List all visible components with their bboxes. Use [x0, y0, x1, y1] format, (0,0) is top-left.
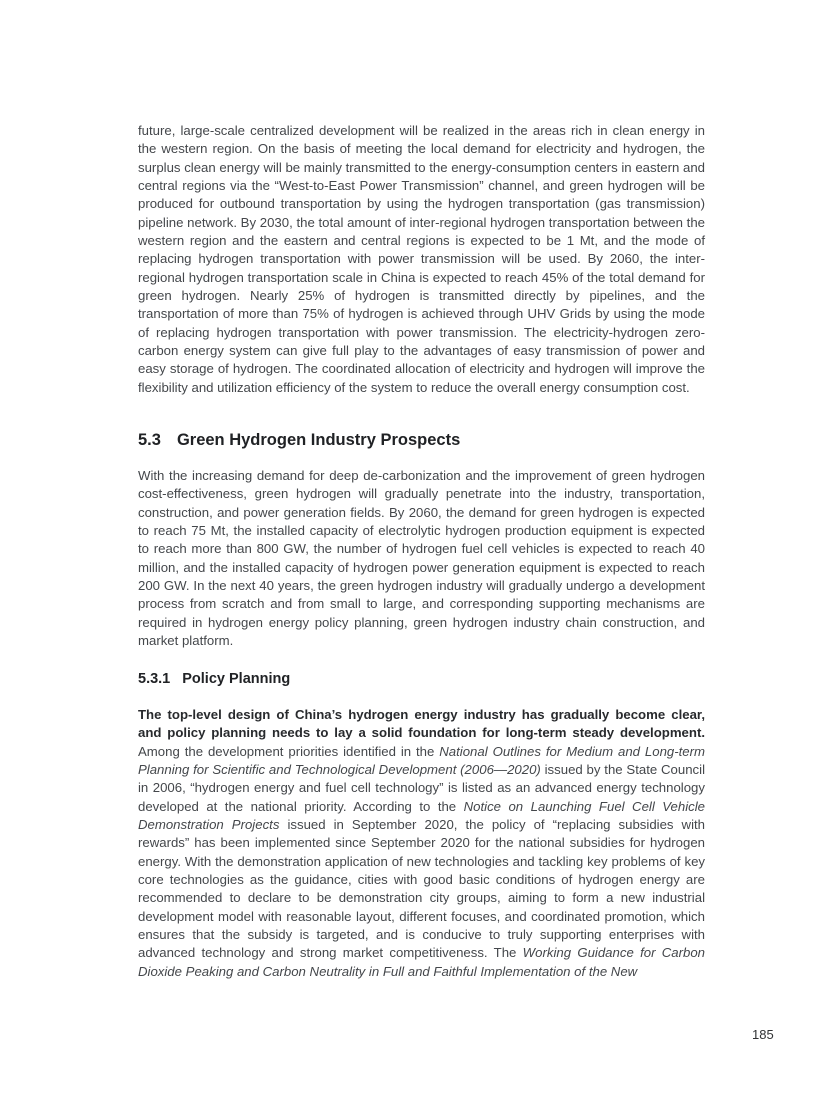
policy-planning-text-3: issued in September 2020, the policy of “replacing subsidies with rewards” has been implemented since September 2020 for the national subsidies for hydrogen energy. With the demonstration application of new technologies and tackling key problems of key core technologies as the guidance, cities with good basic conditions of hydrogen energy are recommended to declare to be demonstration city groups, aiming to form a new industrial development model with reasonable layout, different focuses, and coordinated promotion, which ensures that the subsidy is targeted, and is conducive to truly supporting enterprises with advanced technology and strong market competitiveness. The — [138, 817, 706, 961]
paragraph-green-hydrogen-outlook: With the increasing demand for deep de-carbonization and the improvement of green hydrogen cost-effectiveness, green hydrogen will gradually penetrate into the industry, transportation, construction, and power generation fields. By 2060, the demand for green hydrogen is expected to reach 75 Mt, the installed capacity of electrolytic hydrogen production equipment is expected to reach more than 800 GW, the number of hydrogen fuel cell vehicles is expected to reach 40 million, and the installed capacity of hydrogen power generation equipment is expected to reach 200 GW. In the next 40 years, the green hydrogen industry will gradually undergo a development process from scratch and from small to large, and corresponding supporting mechanisms are required in hydrogen energy policy planning, green hydrogen industry chain construction, and market platform. — [138, 468, 705, 649]
paragraph-inter-regional-transmission: future, large-scale centralized development will be realized in the areas rich in clean energy in the western region. On the basis of meeting the local demand for electricity and hydrogen, the surplus clean energy will be mainly transmitted to the energy-consumption centers in eastern and central regions via the “West-to-East Power Transmission” channel, and green hydrogen will be produced for outbound transportation by using the hydrogen transportation (gas transmission) pipeline network. By 2030, the total amount of inter-regional hydrogen transportation between the western region and the eastern and central regions is expected to be 1 Mt, and the mode of replacing hydrogen transportation with power transmission will be used. By 2060, the inter-regional hydrogen transportation scale in China is expected to reach 45% of the total demand for green hydrogen. Nearly 25% of hydrogen is transmitted directly by pipelines, and the transportation of more than 75% of hydrogen is achieved through UHV Grids by using the mode of replacing hydrogen transportation with power transmission. The electricity-hydrogen zero-carbon energy system can give full play to the advantages of easy transmission of power and easy storage of hydrogen. The coordinated allocation of electricity and hydrogen will improve the flexibility and utilization efficiency of the system to reduce the overall energy consumption cost. — [138, 123, 705, 395]
section-title: Green Hydrogen Industry Prospects — [176, 431, 461, 449]
paragraph-policy-planning — [138, 706, 705, 981]
policy-planning-bold-lead: The top-level design of China’s hydrogen energy industry has gradually become clear, and policy planning needs to lay a solid foundation for long-term steady development. — [138, 707, 705, 741]
subsection-title: Policy Planning — [182, 671, 291, 687]
subsection-heading-5-3-1 — [138, 670, 290, 688]
subsection-number: 5.3.1 — [138, 671, 171, 687]
document-title-fuel-cell-notice: Notice on Launching Fuel Cell Vehicle Demonstration Projects — [138, 798, 705, 833]
document-title-working-guidance: Working Guidance for Carbon Dioxide Peaking and Carbon Neutrality in Full and Faithful Implementation of the New — [138, 945, 705, 979]
section-heading-5-3 — [138, 430, 460, 450]
policy-planning-text-1: Among the development priorities identified in the — [138, 743, 440, 759]
document-title-national-outlines: National Outlines for Medium and Long-term Planning for Scientific and Technological Development (2006—2020) — [138, 743, 706, 778]
section-number: 5.3 — [138, 431, 161, 449]
page-number: 185 — [752, 1027, 774, 1042]
policy-planning-text-2: issued by the State Council in 2006, “hydrogen energy and fuel cell technology” is listed as an advanced energy technology developed at the national priority. According to the — [138, 762, 705, 814]
